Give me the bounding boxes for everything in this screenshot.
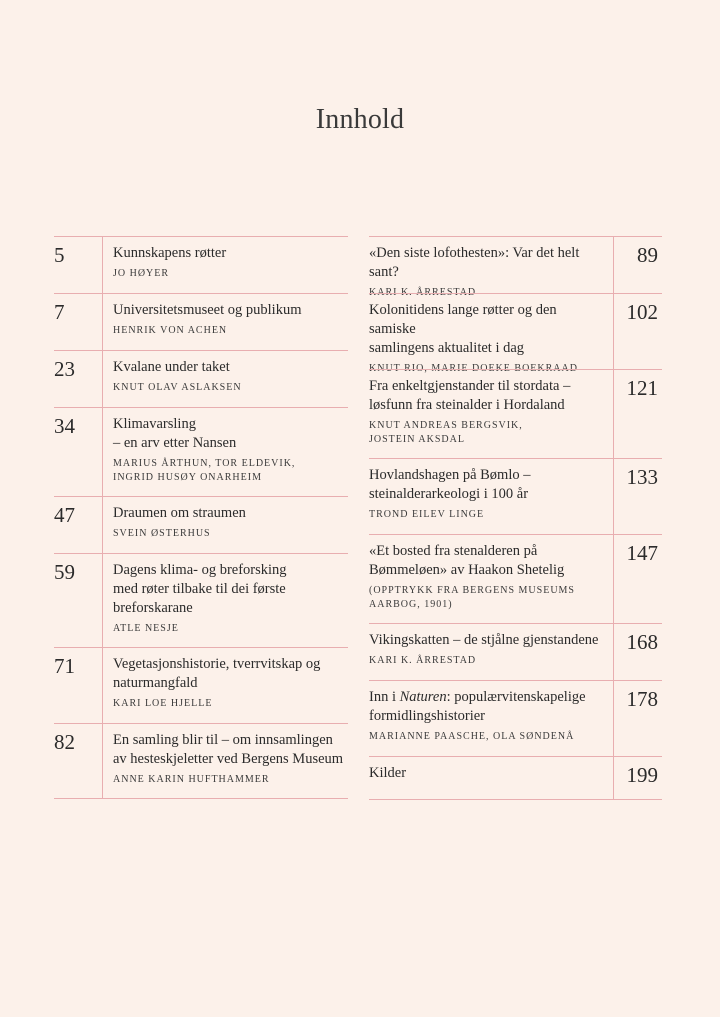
page-number: 147	[626, 541, 658, 565]
page-number: 89	[637, 243, 658, 267]
entry-authors: KARI K. ÅRRESTAD	[369, 655, 477, 666]
entry-title: Hovlandshagen på Bømlo – steinalderarkeologi i 100 år	[369, 467, 531, 502]
page-number: 102	[626, 300, 658, 324]
entry-title: Kunnskapens røtter	[113, 245, 227, 261]
page-number: 34	[54, 414, 75, 438]
entry-authors: KNUT OLAV ASLAKSEN	[113, 382, 242, 393]
toc-entry[interactable]	[369, 756, 662, 800]
toc-entry[interactable]	[369, 293, 662, 374]
page-number: 121	[626, 376, 658, 400]
toc-entry[interactable]	[54, 350, 348, 407]
entry-title: Dagens klima- og breforsking med røter tilbake til dei første breforskarane	[113, 562, 287, 616]
toc-entry[interactable]	[54, 553, 348, 647]
toc-right-column	[369, 236, 662, 800]
toc-entry[interactable]	[369, 369, 662, 458]
entry-title	[369, 688, 605, 726]
entry-authors: KNUT RIO, MARIE DOEKE BOEKRAAD	[369, 363, 578, 374]
page-number: 23	[54, 357, 75, 381]
page-number: 71	[54, 654, 75, 678]
entry-title: Fra enkeltgjenstander til stordata – løsfunn fra steinalder i Hordaland	[369, 378, 571, 413]
entry-title: Vegetasjonshistorie, tverrvitskap og naturmangfald	[113, 656, 321, 691]
entry-title: Draumen om straumen	[113, 505, 246, 521]
entry-authors: TROND EILEV LINGE	[369, 509, 485, 520]
toc-left-column	[54, 236, 348, 799]
toc-entry[interactable]	[369, 623, 662, 680]
entry-title: «Et bosted fra stenalderen på Bømmeløen» av Haakon Shetelig	[369, 543, 565, 578]
entry-title: Kvalane under taket	[113, 359, 230, 375]
page-number: 59	[54, 560, 75, 584]
entry-title: En samling blir til – om innsamlingen av hesteskjeletter ved Bergens Museum	[113, 732, 344, 767]
page-title: Innhold	[315, 104, 405, 135]
entry-authors: HENRIK VON ACHEN	[113, 325, 228, 336]
entry-title: «Den siste lofothesten»: Var det helt sant?	[369, 245, 580, 280]
toc-entry[interactable]	[369, 534, 662, 623]
page-number: 5	[54, 243, 65, 267]
page-number: 199	[626, 763, 658, 787]
entry-authors: SVEIN ØSTERHUS	[113, 528, 211, 539]
entry-authors: KARI LOE HJELLE	[113, 698, 213, 709]
entry-title-em: Naturen	[399, 689, 447, 705]
toc-entry[interactable]	[54, 647, 348, 723]
page-number: 7	[54, 300, 65, 324]
toc-entry[interactable]	[369, 680, 662, 756]
toc-entry[interactable]	[54, 723, 348, 799]
page-number: 47	[54, 503, 75, 527]
page-number: 133	[626, 465, 658, 489]
page-number: 168	[626, 630, 658, 654]
entry-authors: JO HØYER	[113, 268, 170, 279]
entry-authors: KNUT ANDREAS BERGSVIK, JOSTEIN AKSDAL	[369, 420, 523, 445]
page-number: 178	[626, 687, 658, 711]
toc-entry[interactable]	[54, 236, 348, 293]
entry-title: Kolonitidens lange røtter og den samiske samlingens aktualitet i dag	[369, 302, 557, 356]
toc-entry[interactable]	[369, 458, 662, 534]
entry-title: Kilder	[369, 765, 407, 781]
entry-title-post: : populærvitenskapelige formidlingshistorier	[369, 689, 586, 724]
toc-entry[interactable]	[54, 293, 348, 350]
entry-authors: MARIANNE PAASCHE, OLA SØNDENÅ	[369, 731, 575, 742]
toc-entry[interactable]	[54, 496, 348, 553]
entry-authors: ATLE NESJE	[113, 623, 179, 634]
entry-title-pre: Inn i	[369, 689, 400, 705]
entry-title: Klimavarsling – en arv etter Nansen	[113, 416, 237, 451]
entry-authors: (OPPTRYKK FRA BERGENS MUSEUMS AARBOG, 1901)	[369, 585, 575, 610]
entry-title: Vikingskatten – de stjålne gjenstandene	[369, 632, 599, 648]
entry-authors: ANNE KARIN HUFTHAMMER	[113, 774, 270, 785]
page-number: 82	[54, 730, 75, 754]
toc-entry[interactable]	[54, 407, 348, 496]
entry-authors: MARIUS ÅRTHUN, TOR ELDEVIK, INGRID HUSØY ONARHEIM	[113, 458, 296, 483]
entry-authors: KARI K. ÅRRESTAD	[369, 287, 477, 298]
entry-title: Universitetsmuseet og publikum	[113, 302, 302, 318]
toc-entry[interactable]	[369, 236, 662, 298]
